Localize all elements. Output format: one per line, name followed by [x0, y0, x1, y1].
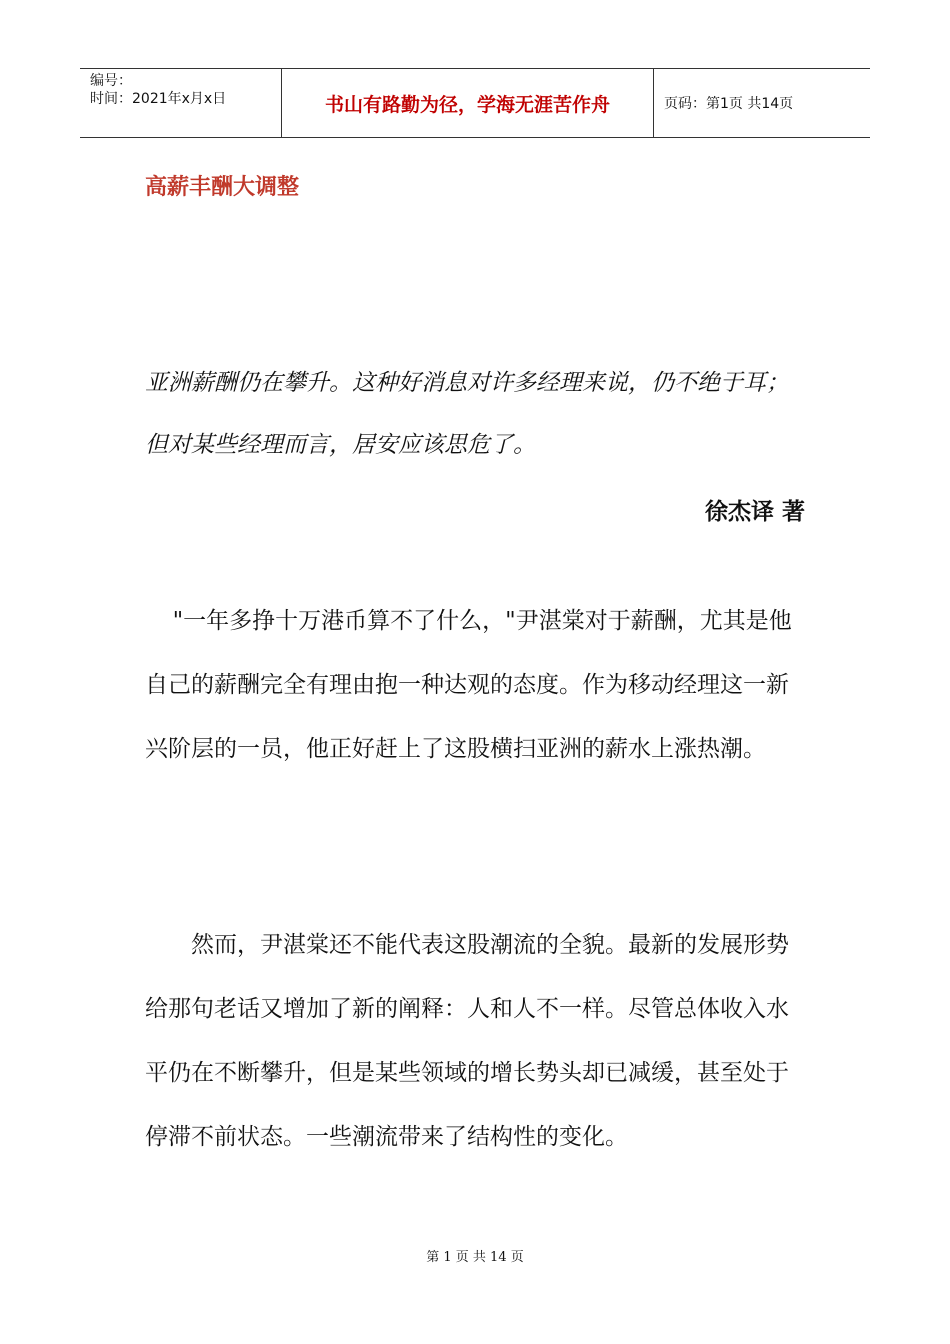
- header-meta: [80, 69, 282, 137]
- intro-paragraph: 亚洲薪酬仍在攀升。这种好消息对许多经理来说，仍不绝于耳；但对某些经理而言，居安应该思危了。: [145, 370, 789, 458]
- document-title: 高薪丰酬大调整: [145, 175, 300, 200]
- header-page-info: 页码：第1页 共14页: [664, 96, 794, 112]
- body-paragraph-1: "一年多挣十万港币算不了什么，"尹湛棠对于薪酬，尤其是他自己的薪酬完全有理由抱一种达观的态度。作为移动经理这一新兴阶层的一员，他正好赶上了这股横扫亚洲的薪水上涨热潮。: [145, 608, 792, 762]
- time-label: 时间：2021年x月x日: [90, 91, 227, 107]
- number-label: 编号：: [90, 73, 132, 89]
- document-header: [80, 68, 870, 138]
- body-paragraph-2: 然而，尹湛棠还不能代表这股潮流的全貌。最新的发展形势给那句老话又增加了新的阐释：人和人不一样。尽管总体收入水平仍在不断攀升，但是某些领域的增长势头却已减缓，甚至处于停滞不前状态。一些潮流带来了结构性的变化。: [145, 932, 789, 1150]
- header-motto: 书山有路勤为径，学海无涯苦作舟: [282, 69, 654, 137]
- page-footer: 第 1 页 共 14 页: [426, 1250, 524, 1265]
- author-line: 徐杰译 著: [704, 499, 805, 525]
